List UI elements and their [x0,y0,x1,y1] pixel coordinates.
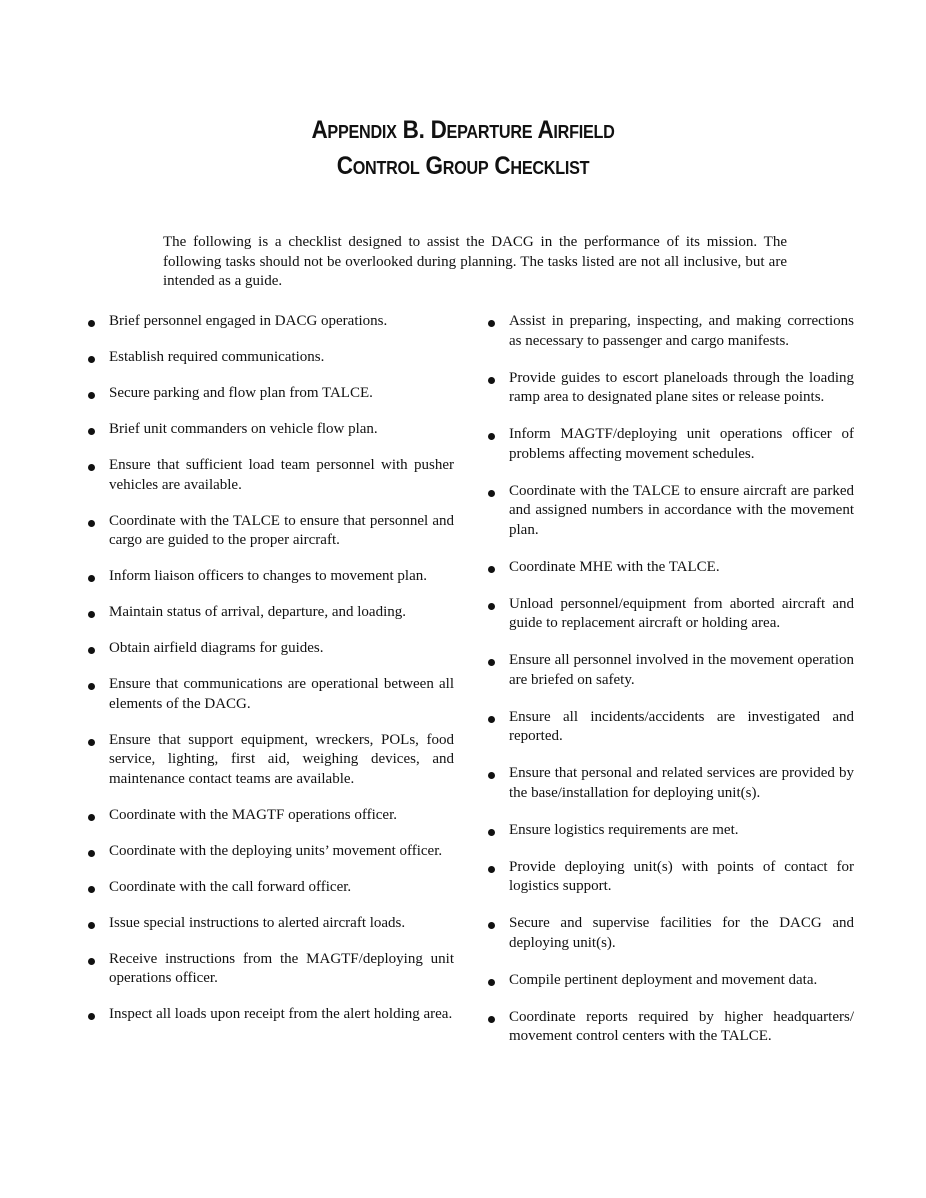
bullet-icon [488,320,495,327]
bullet-icon [488,866,495,873]
checklist-left-column [84,312,454,1041]
checklist-item [84,675,454,714]
bullet-icon [488,659,495,666]
bullet-icon [88,647,95,654]
checklist-item [84,878,454,898]
bullet-icon [88,739,95,746]
bullet-icon [88,356,95,363]
checklist-item-text: Ensure all incidents/accidents are investigated and reported. [509,708,854,744]
checklist-item-text: Coordinate with the deploying units’ movement officer. [109,842,443,859]
checklist-item-text: Ensure that support equipment, wreckers, POLs, food service, lighting, first aid, weighing devices, and maintenance contact teams are available. [109,731,454,787]
checklist-item [84,842,454,862]
checklist-item-text: Brief unit commanders on vehicle flow plan. [109,421,378,437]
checklist-item [84,914,454,934]
bullet-icon [488,979,495,986]
checklist-item-text: Coordinate with the call forward officer. [109,878,352,895]
checklist-item [484,651,854,690]
checklist-item [84,312,454,332]
bullet-icon [88,886,95,893]
checklist-item-text: Coordinate reports required by higher headquarters/ movement control centers with the TALCE. [509,1008,854,1044]
bullet-icon [88,850,95,857]
checklist-item [84,512,454,551]
bullet-icon [488,603,495,610]
checklist-item [484,558,854,578]
checklist-item-text: Inform MAGTF/deploying unit operations officer of problems affecting movement schedules. [509,426,854,462]
checklist-item-text: Ensure logistics requirements are met. [509,821,739,838]
page-title [46,112,879,184]
bullet-icon [88,575,95,582]
bullet-icon [88,464,95,471]
checklist-item-text: Inspect all loads upon receipt from the alert holding area. [109,1006,453,1022]
bullet-icon [488,566,495,573]
checklist-item-text: Secure parking and flow plan from TALCE. [109,385,373,401]
checklist-item [84,806,454,826]
bullet-icon [488,829,495,836]
checklist-item-text: Maintain status of arrival, departure, and loading. [109,604,406,620]
bullet-icon [88,922,95,929]
bullet-icon [88,520,95,527]
checklist-item [484,971,854,991]
checklist-item [84,950,454,989]
checklist-item [84,603,454,623]
bullet-icon [488,490,495,497]
checklist-item-text: Ensure that sufficient load team personnel with pusher vehicles are available. [109,457,454,493]
checklist-item [484,914,854,953]
checklist-item [484,425,854,464]
checklist-item [484,482,854,541]
checklist-item-text: Coordinate with the MAGTF operations officer. [109,806,398,823]
checklist-item-text: Ensure that personal and related services are provided by the base/installation for deploying unit(s). [509,765,854,801]
checklist-item-text: Coordinate with the TALCE to ensure that personnel and cargo are guided to the proper aircraft. [109,512,454,548]
bullet-icon [88,611,95,618]
checklist-item-text: Secure and supervise facilities for the DACG and deploying unit(s). [509,915,854,951]
bullet-icon [88,1013,95,1020]
checklist-item-text: Issue special instructions to alerted aircraft loads. [109,914,406,931]
checklist-item [484,858,854,897]
page-title-line-1: Appendix B. Departure Airfield [311,116,615,144]
checklist-item-text: Provide deploying unit(s) with points of contact for logistics support. [509,858,854,894]
checklist-item [84,567,454,587]
checklist-item-text: Obtain airfield diagrams for guides. [109,640,324,656]
checklist-item [84,1005,454,1025]
checklist-item-text: Coordinate with the TALCE to ensure aircraft are parked and assigned numbers in accordance with the movement plan. [509,482,854,538]
checklist-item [84,420,454,440]
bullet-icon [88,320,95,327]
checklist-item [484,312,854,351]
bullet-icon [88,814,95,821]
bullet-icon [88,958,95,965]
bullet-icon [88,428,95,435]
checklist-item-text: Ensure all personnel involved in the movement operation are briefed on safety. [509,652,854,688]
bullet-icon [488,922,495,929]
checklist-item-text: Establish required communications. [109,349,325,365]
checklist-item [484,1008,854,1047]
bullet-icon [88,392,95,399]
checklist-item-text: Compile pertinent deployment and movement data. [509,971,818,988]
checklist-item [484,764,854,803]
checklist-item-text: Unload personnel/equipment from aborted aircraft and guide to replacement aircraft or holding area. [509,595,854,631]
checklist-item [484,369,854,408]
checklist-item [84,456,454,495]
checklist-item [84,639,454,659]
checklist-item-text: Receive instructions from the MAGTF/deploying unit operations officer. [109,950,454,986]
checklist-right-column [484,312,854,1064]
checklist-item-text: Inform liaison officers to changes to movement plan. [109,568,427,584]
checklist-item [84,348,454,368]
checklist-item-text: Assist in preparing, inspecting, and making corrections as necessary to passenger and cargo manifests. [509,313,854,349]
checklist-item [84,731,454,790]
bullet-icon [488,433,495,440]
bullet-icon [488,716,495,723]
bullet-icon [488,1016,495,1023]
bullet-icon [88,683,95,690]
checklist-item [484,595,854,634]
checklist-item [84,384,454,404]
intro-paragraph: The following is a checklist designed to assist the DACG in the performance of its mission. The following tasks should not be overlooked during planning. The tasks listed are not all inclusive, but are intended as a guide. [163,234,787,289]
checklist-item-text: Ensure that communications are operational between all elements of the DACG. [109,676,454,712]
bullet-icon [488,772,495,779]
checklist-item-text: Brief personnel engaged in DACG operations. [109,313,388,329]
checklist-item-text: Provide guides to escort planeloads through the loading ramp area to designated plane sites or release points. [509,369,854,405]
bullet-icon [488,377,495,384]
checklist-item [484,821,854,841]
checklist-item-text: Coordinate MHE with the TALCE. [509,558,720,575]
checklist-item [484,708,854,747]
page-title-line-2: Control Group Checklist [336,152,590,180]
